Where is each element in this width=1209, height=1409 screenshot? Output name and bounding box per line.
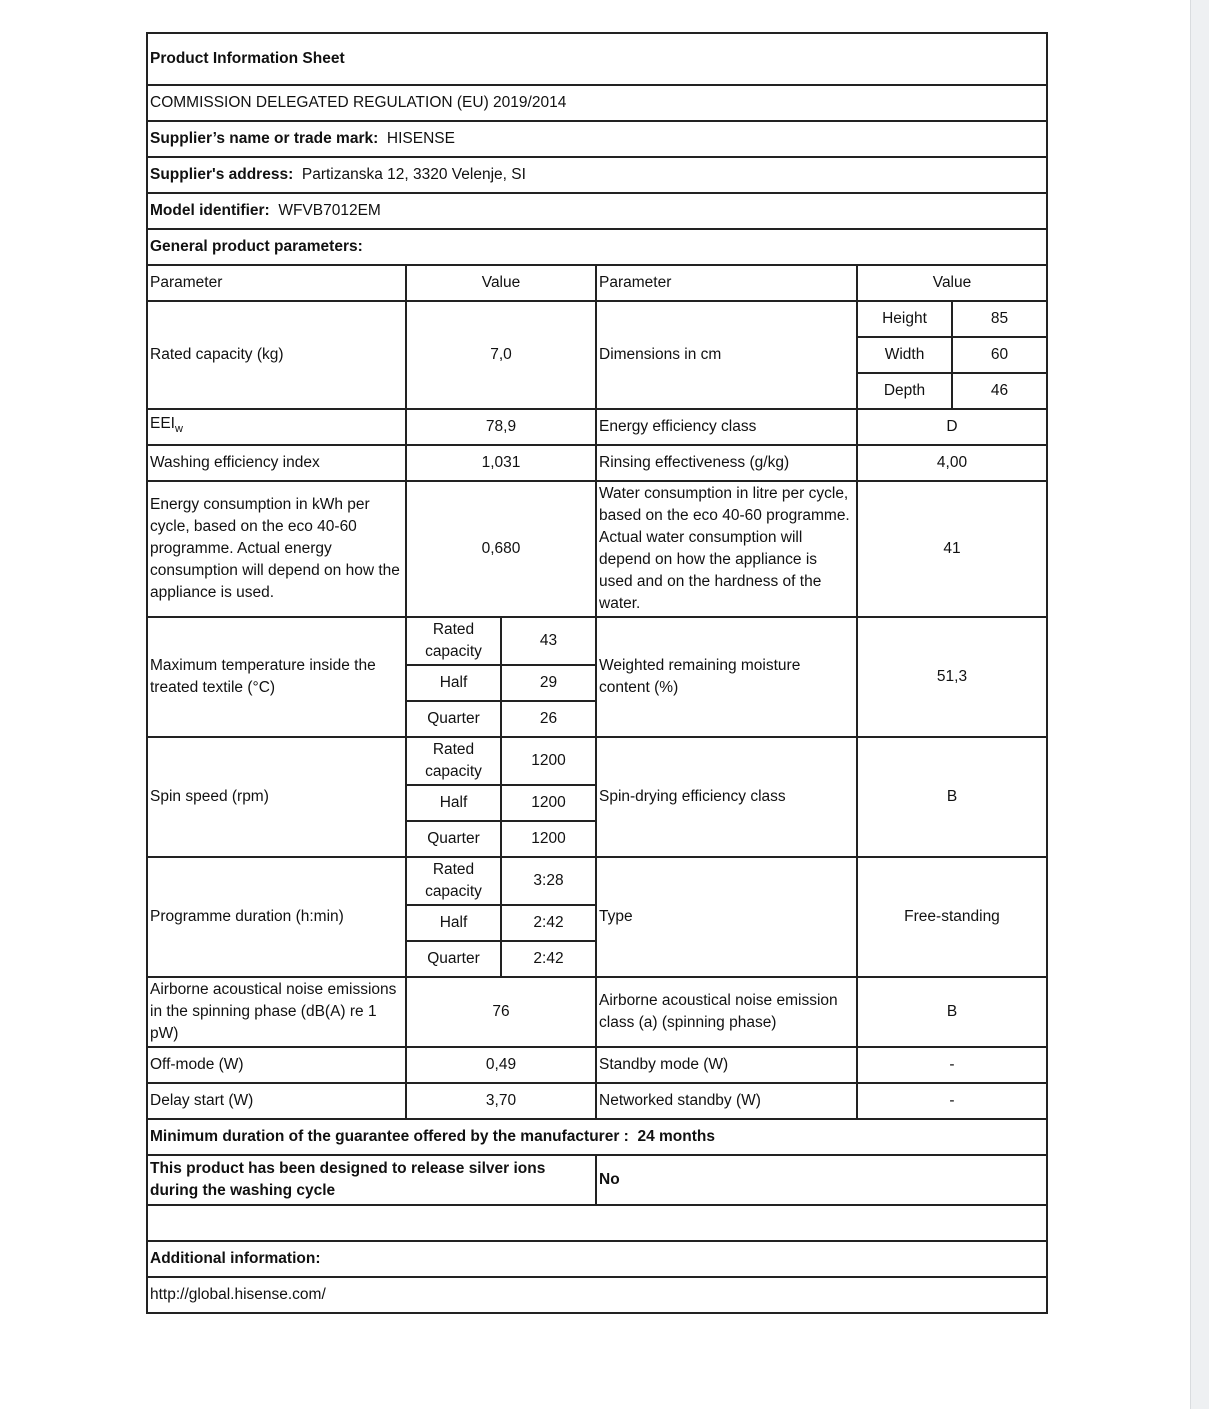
eei-value: 78,9 bbox=[406, 409, 596, 445]
additional-info-heading: Additional information: bbox=[147, 1241, 1047, 1277]
regulation-text: COMMISSION DELEGATED REGULATION (EU) 2019/2014 bbox=[147, 85, 1047, 121]
energy-consumption-label: Energy consumption in kWh per cycle, based on the eco 40-60 programme. Actual energy consumption will depend on how the appliance is used. bbox=[147, 481, 406, 617]
page-scrollbar-edge bbox=[1190, 0, 1209, 1409]
silver-ions-label: This product has been designed to release silver ions during the washing cycle bbox=[147, 1155, 596, 1205]
off-mode-value: 0,49 bbox=[406, 1047, 596, 1083]
header-parameter-right: Parameter bbox=[596, 265, 857, 301]
rinsing-label: Rinsing effectiveness (g/kg) bbox=[596, 445, 857, 481]
guarantee-row bbox=[147, 1119, 1047, 1155]
duration-load-quarter: Quarter bbox=[406, 941, 501, 977]
max-temp-load-half: Half bbox=[406, 665, 501, 701]
spin-speed-label: Spin speed (rpm) bbox=[147, 737, 406, 857]
type-label: Type bbox=[596, 857, 857, 977]
spin-class-label: Spin-drying efficiency class bbox=[596, 737, 857, 857]
networked-standby-label: Networked standby (W) bbox=[596, 1083, 857, 1119]
supplier-address-value: Partizanska 12, 3320 Velenje, SI bbox=[301, 166, 526, 183]
water-consumption-value: 41 bbox=[857, 481, 1047, 617]
model-identifier-value: WFVB7012EM bbox=[278, 202, 381, 219]
depth-value: 46 bbox=[952, 373, 1047, 409]
spin-speed-value-quarter: 1200 bbox=[501, 821, 596, 857]
water-consumption-label: Water consumption in litre per cycle, based on the eco 40-60 programme. Actual water consumption will depend on how the appliance is used and on the hardness of the water. bbox=[596, 481, 857, 617]
max-temp-load-rated: Rated capacity bbox=[406, 617, 501, 665]
programme-duration-label: Programme duration (h:min) bbox=[147, 857, 406, 977]
spin-speed-value-half: 1200 bbox=[501, 785, 596, 821]
supplier-name-value: HISENSE bbox=[386, 130, 455, 147]
standby-value: - bbox=[857, 1047, 1047, 1083]
eei-label-cell bbox=[147, 409, 406, 445]
width-label: Width bbox=[857, 337, 952, 373]
height-value: 85 bbox=[952, 301, 1047, 337]
spin-speed-load-half: Half bbox=[406, 785, 501, 821]
supplier-address-label: Supplier's address: bbox=[150, 166, 294, 183]
eei-label: EEI bbox=[150, 415, 175, 433]
energy-class-value: D bbox=[857, 409, 1047, 445]
rated-capacity-label: Rated capacity (kg) bbox=[147, 301, 406, 409]
duration-load-half: Half bbox=[406, 905, 501, 941]
supplier-name-row bbox=[147, 121, 1047, 157]
off-mode-label: Off-mode (W) bbox=[147, 1047, 406, 1083]
model-identifier-row bbox=[147, 193, 1047, 229]
duration-value-half: 2:42 bbox=[501, 905, 596, 941]
model-identifier-label: Model identifier: bbox=[150, 202, 270, 219]
energy-class-label: Energy efficiency class bbox=[596, 409, 857, 445]
height-label: Height bbox=[857, 301, 952, 337]
rated-capacity-value: 7,0 bbox=[406, 301, 596, 409]
silver-ions-value: No bbox=[596, 1155, 1047, 1205]
depth-label: Depth bbox=[857, 373, 952, 409]
max-temp-load-quarter: Quarter bbox=[406, 701, 501, 737]
noise-label: Airborne acoustical noise emissions in the spinning phase (dB(A) re 1 pW) bbox=[147, 977, 406, 1047]
max-temp-value-quarter: 26 bbox=[501, 701, 596, 737]
max-temp-value-rated: 43 bbox=[501, 617, 596, 665]
duration-value-quarter: 2:42 bbox=[501, 941, 596, 977]
max-temp-label: Maximum temperature inside the treated textile (°C) bbox=[147, 617, 406, 737]
width-value: 60 bbox=[952, 337, 1047, 373]
supplier-name-label: Supplier’s name or trade mark: bbox=[150, 130, 379, 147]
networked-standby-value: - bbox=[857, 1083, 1047, 1119]
guarantee-label: Minimum duration of the guarantee offered by the manufacturer : bbox=[150, 1128, 629, 1145]
noise-class-label: Airborne acoustical noise emission class (a) (spinning phase) bbox=[596, 977, 857, 1047]
washing-index-label: Washing efficiency index bbox=[147, 445, 406, 481]
spin-speed-load-quarter: Quarter bbox=[406, 821, 501, 857]
header-value-right: Value bbox=[857, 265, 1047, 301]
noise-class-value: B bbox=[857, 977, 1047, 1047]
guarantee-value: 24 months bbox=[637, 1128, 715, 1145]
duration-value-rated: 3:28 bbox=[501, 857, 596, 905]
delay-start-value: 3,70 bbox=[406, 1083, 596, 1119]
general-parameters-heading: General product parameters: bbox=[147, 229, 1047, 265]
max-temp-value-half: 29 bbox=[501, 665, 596, 701]
product-information-table bbox=[146, 32, 1048, 1314]
moisture-label: Weighted remaining moisture content (%) bbox=[596, 617, 857, 737]
delay-start-label: Delay start (W) bbox=[147, 1083, 406, 1119]
standby-label: Standby mode (W) bbox=[596, 1047, 857, 1083]
header-value-left: Value bbox=[406, 265, 596, 301]
energy-consumption-value: 0,680 bbox=[406, 481, 596, 617]
washing-index-value: 1,031 bbox=[406, 445, 596, 481]
header-parameter-left: Parameter bbox=[147, 265, 406, 301]
moisture-value: 51,3 bbox=[857, 617, 1047, 737]
page-title: Product Information Sheet bbox=[147, 33, 1047, 85]
supplier-address-row bbox=[147, 157, 1047, 193]
spin-speed-load-rated: Rated capacity bbox=[406, 737, 501, 785]
dimensions-label: Dimensions in cm bbox=[596, 301, 857, 409]
eei-subscript: w bbox=[174, 423, 183, 436]
duration-load-rated: Rated capacity bbox=[406, 857, 501, 905]
spin-speed-value-rated: 1200 bbox=[501, 737, 596, 785]
manufacturer-url[interactable]: http://global.hisense.com/ bbox=[147, 1277, 1047, 1313]
rinsing-value: 4,00 bbox=[857, 445, 1047, 481]
empty-row bbox=[147, 1205, 1047, 1241]
spin-class-value: B bbox=[857, 737, 1047, 857]
noise-value: 76 bbox=[406, 977, 596, 1047]
type-value: Free-standing bbox=[857, 857, 1047, 977]
